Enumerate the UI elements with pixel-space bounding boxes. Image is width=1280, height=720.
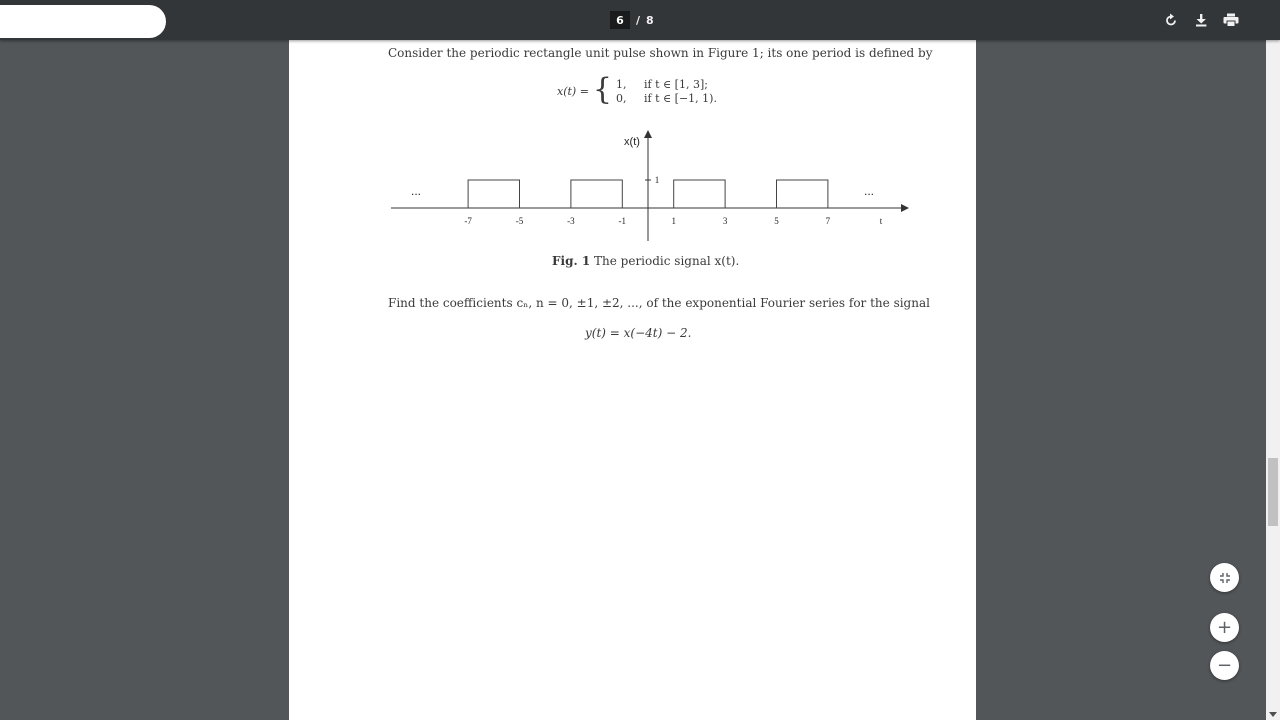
- pdf-page: [289, 40, 976, 720]
- redacted-title: [0, 5, 166, 38]
- x-tick-label: 5: [774, 216, 779, 226]
- left-brace: {: [592, 71, 613, 107]
- case-value: 0,: [616, 91, 627, 105]
- y-axis-label: x(t): [624, 136, 640, 148]
- download-button[interactable]: [1191, 10, 1211, 30]
- x-tick-label: -5: [515, 216, 524, 226]
- question-paragraph: Find the coefficients cₙ, n = 0, ±1, ±2, ..., of the exponential Fourier series for the signal: [388, 296, 930, 310]
- y-tick-label: 1: [654, 175, 660, 185]
- rotate-button[interactable]: [1161, 10, 1181, 30]
- pulse-rect: [571, 180, 622, 208]
- x-tick-label: 1: [671, 216, 676, 226]
- x-tick-label: 3: [722, 216, 728, 226]
- page-number-input[interactable]: 6: [610, 11, 630, 29]
- case-condition: if t ∈ [1, 3];: [644, 77, 708, 91]
- case-value: 1,: [616, 77, 627, 91]
- ellipsis-left: ...: [410, 184, 422, 198]
- definition-lhs: x(t) =: [557, 84, 589, 98]
- page-separator: /: [636, 13, 641, 27]
- zoom-out-button[interactable]: −: [1210, 651, 1239, 680]
- x-tick-label: -3: [567, 216, 575, 226]
- print-button[interactable]: [1221, 10, 1241, 30]
- x-tick-label: 7: [825, 216, 831, 226]
- pulse-train-figure: [289, 40, 976, 250]
- zoom-in-button[interactable]: +: [1210, 613, 1239, 642]
- scrollbar-thumb[interactable]: [1268, 458, 1278, 526]
- target-equation: y(t) = x(−4t) − 2.: [585, 326, 692, 340]
- caption-text: The periodic signal x(t).: [594, 254, 740, 268]
- case-condition: if t ∈ [−1, 1).: [644, 91, 717, 105]
- x-axis-label: t: [879, 216, 883, 226]
- figure-caption: [552, 254, 739, 268]
- x-tick-label: -1: [618, 216, 627, 226]
- x-tick-label: -7: [464, 216, 472, 226]
- intro-paragraph: Consider the periodic rectangle unit pulse shown in Figure 1; its one period is defined by: [388, 46, 933, 60]
- caption-label: Fig. 1: [552, 254, 591, 268]
- print-icon: [1223, 13, 1239, 27]
- download-icon: [1194, 13, 1208, 27]
- ellipsis-right: ...: [863, 184, 875, 198]
- pulse-rect: [777, 180, 828, 208]
- total-pages: 8: [646, 13, 654, 27]
- vertical-scrollbar[interactable]: [1266, 0, 1280, 720]
- pulse-rect: [674, 180, 725, 208]
- rotate-icon: [1164, 13, 1178, 27]
- pdf-toolbar: [0, 0, 1280, 40]
- page-indicator: [610, 11, 654, 29]
- scroll-down-arrow[interactable]: [1269, 712, 1277, 717]
- y-axis-arrow: [644, 130, 652, 138]
- x-axis-arrow: [901, 204, 909, 212]
- pulse-rect: [468, 180, 519, 208]
- fit-page-icon: [1219, 572, 1231, 584]
- fit-page-button[interactable]: [1210, 563, 1239, 592]
